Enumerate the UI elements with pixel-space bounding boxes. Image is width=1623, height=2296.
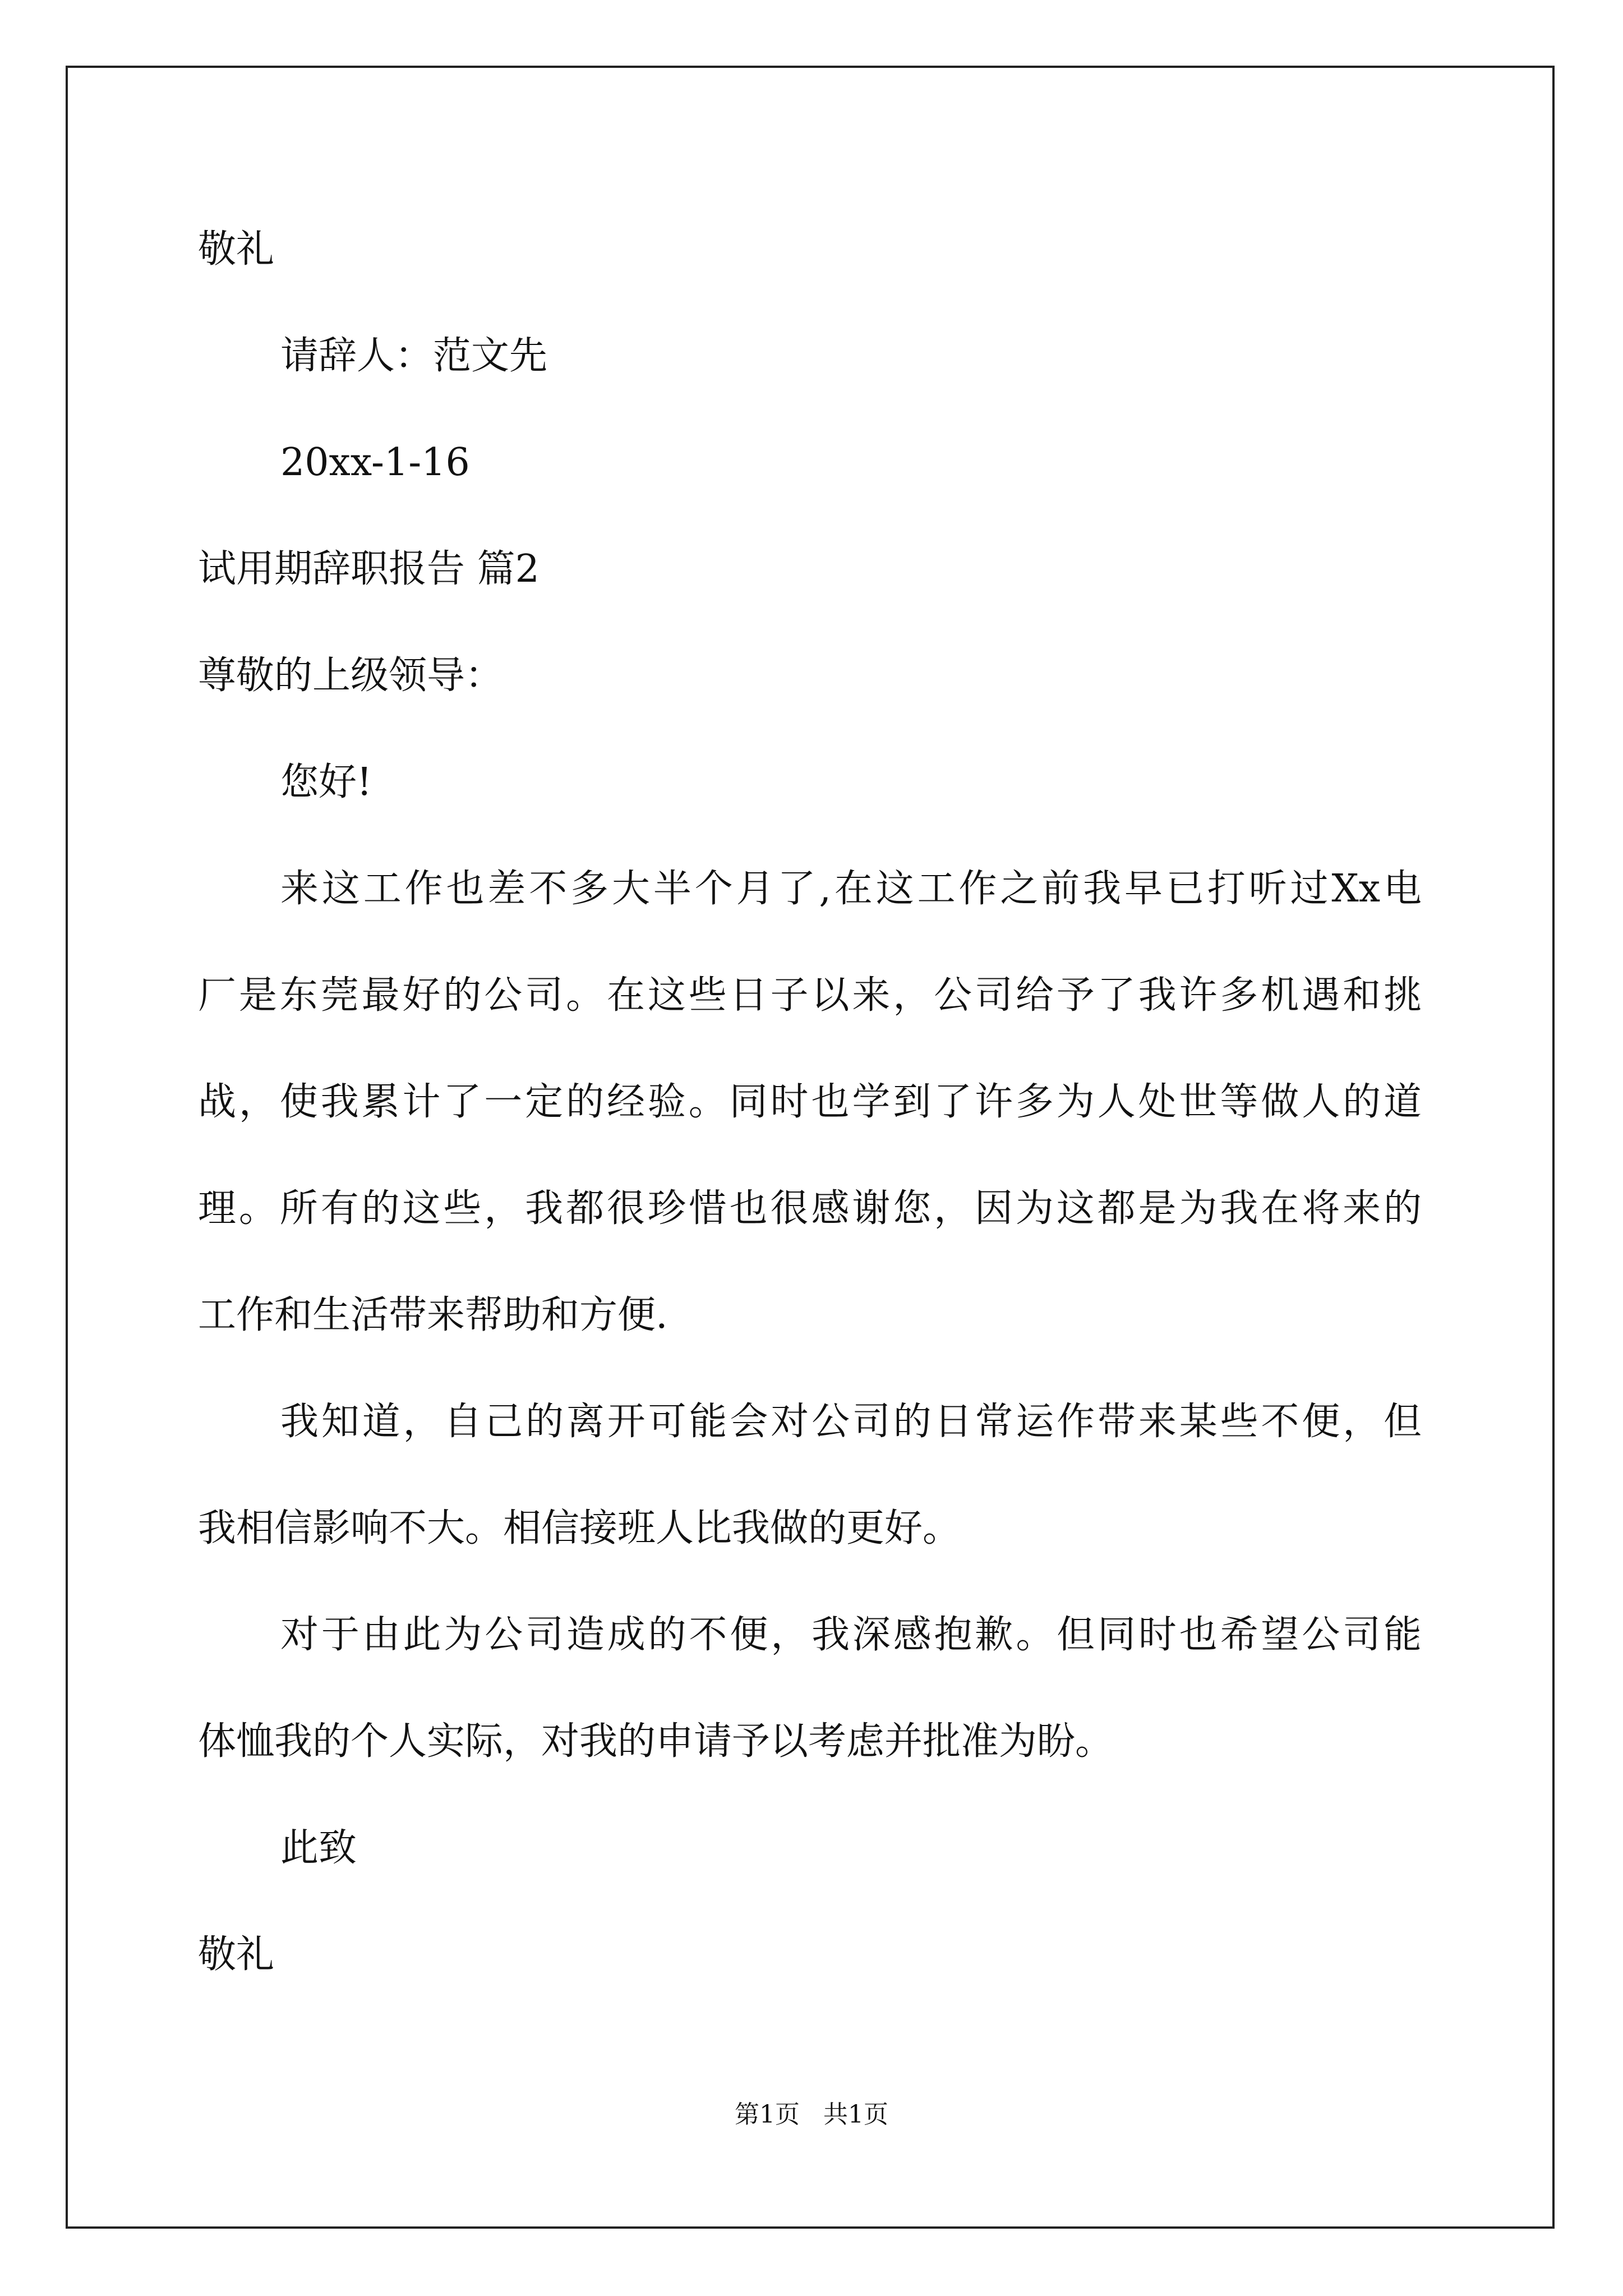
paragraph-1-line-5: 工作和生活带来帮助和方便. (198, 1293, 668, 1337)
closing-salutation-1: 敬礼 (198, 227, 275, 272)
page-footer: 第1页 共1页 (735, 2100, 888, 2129)
signer-line-1: 请辞人：范文先 (280, 334, 548, 378)
paragraph-1-line-2: 厂是东莞最好的公司。在这些日子以来，公司给予了我许多机遇和挑 (198, 973, 1422, 1018)
closing-salutation-2: 敬礼 (198, 1932, 275, 1977)
page-border (66, 66, 1555, 2229)
paragraph-1-line-4: 理。所有的这些，我都很珍惜也很感谢您，因为这都是为我在将来的 (198, 1186, 1422, 1231)
paragraph-3-line-2: 体恤我的个人实际，对我的申请予以考虑并批准为盼。 (198, 1719, 1114, 1764)
paragraph-2-line-1: 我知道，自己的离开可能会对公司的日常运作带来某些不便，但 (280, 1400, 1422, 1444)
paragraph-1-line-3: 战，使我累计了一定的经验。同时也学到了许多为人处世等做人的道 (198, 1080, 1422, 1124)
paragraph-2-line-2: 我相信影响不大。相信接班人比我做的更好。 (198, 1506, 961, 1550)
section-title: 试用期辞职报告 篇2 (198, 547, 540, 591)
date-line-1: 20xx-1-16 (280, 440, 470, 485)
letter-greeting: 尊敬的上级领导： (198, 654, 504, 698)
paragraph-1-line-1: 来这工作也差不多大半个月了,在这工作之前我早已打听过Xx电 (280, 867, 1422, 911)
closing-phrase: 此致 (280, 1826, 357, 1870)
hello-line: 您好! (280, 760, 372, 804)
paragraph-3-line-1: 对于由此为公司造成的不便，我深感抱歉。但同时也希望公司能 (280, 1613, 1422, 1657)
